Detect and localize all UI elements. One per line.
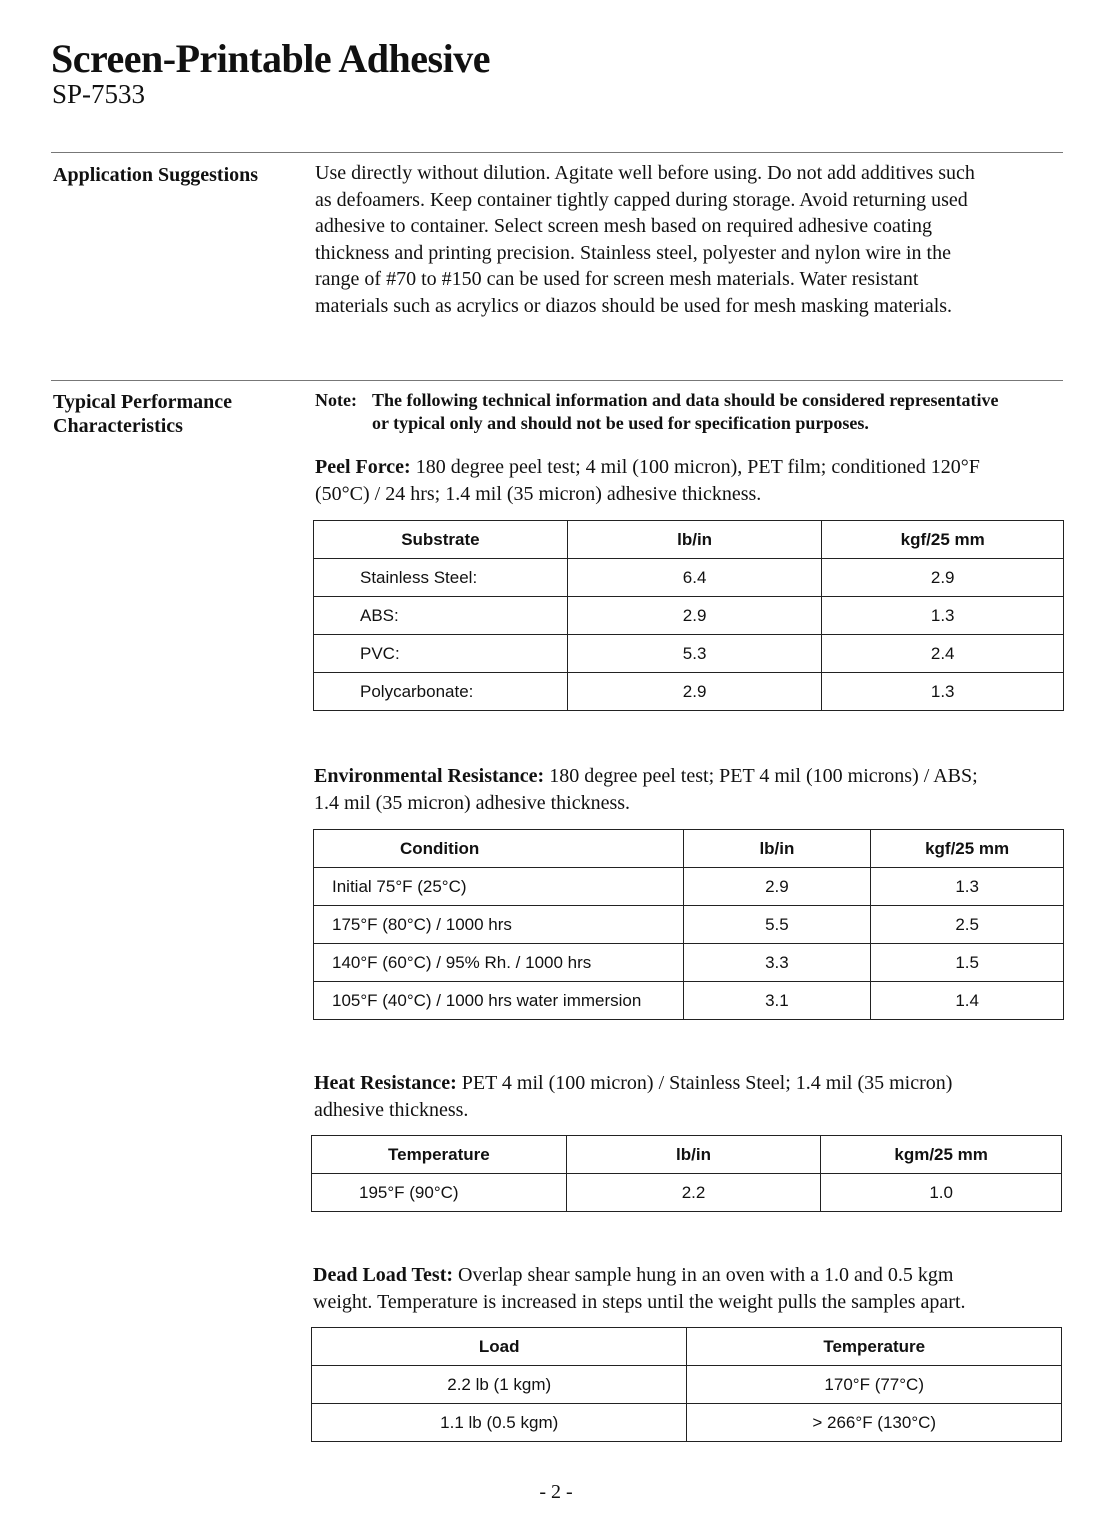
substrate-cell: PVC: [314,635,568,673]
heat-heading: Heat Resistance: [314,1072,457,1094]
column-header: kgm/25 mm [821,1136,1062,1174]
table-row [314,597,1064,635]
note-text [372,389,1072,435]
performance-label-line: Typical Performance [53,391,233,413]
lb-in-cell: 5.3 [567,635,822,673]
application-line: materials such as acrylics or diazos should be used for mesh masking materials. [315,294,953,317]
kgf-cell: 2.9 [822,559,1064,597]
application-line: Use directly without dilution. Agitate well before using. Do not add additives such [315,162,975,184]
kgf-cell: 1.3 [871,868,1064,906]
table-row [314,944,1064,982]
dead-load-heading: Dead Load Test: [313,1264,454,1286]
table-row [314,868,1064,906]
table-row [314,906,1064,944]
kgm-cell: 1.0 [821,1174,1062,1212]
application-line: as defoamers. Keep container tightly capped during storage. Avoid returning used [315,188,968,211]
performance-section-label [53,390,232,438]
peel-force-text: (50°C) / 24 hrs; 1.4 mil (35 micron) adhesive thickness. [315,482,762,505]
environmental-text: 180 degree peel test; PET 4 mil (100 microns) / ABS; [544,765,978,787]
condition-cell: 105°F (40°C) / 1000 hrs water immersion [314,982,684,1020]
column-header: Load [312,1328,687,1366]
table-header-row [312,1328,1062,1366]
section-divider [51,152,1063,153]
lb-in-cell: 3.3 [683,944,871,982]
condition-cell: 175°F (80°C) / 1000 hrs [314,906,684,944]
kgf-cell: 2.5 [871,906,1064,944]
kgf-cell: 2.4 [822,635,1064,673]
table-header-row [312,1136,1062,1174]
heat-text: PET 4 mil (100 micron) / Stainless Steel; 1.4 mil (35 micron) [456,1072,953,1094]
peel-force-text: 180 degree peel test; 4 mil (100 micron), PET film; conditioned 120°F [410,456,980,478]
lb-in-cell: 2.9 [567,597,822,635]
peel-force-heading: Peel Force: [315,456,411,478]
column-header: lb/in [567,521,822,559]
document-title: Screen-Printable Adhesive [51,36,490,81]
condition-cell: Initial 75°F (25°C) [314,868,684,906]
environmental-description [314,763,1074,816]
application-line: adhesive to container. Select screen mesh based on required adhesive coating [315,215,932,237]
substrate-cell: Stainless Steel: [314,559,568,597]
table-row [312,1366,1062,1404]
column-header: kgf/25 mm [871,830,1064,868]
substrate-cell: Polycarbonate: [314,673,568,711]
note-line: or typical only and should not be used for specification purposes. [372,413,869,433]
substrate-cell: ABS: [314,597,568,635]
temperature-cell: 170°F (77°C) [687,1366,1062,1404]
performance-label-line: Characteristics [53,415,183,437]
load-cell: 1.1 lb (0.5 kgm) [312,1404,687,1442]
table-row [314,982,1064,1020]
table-row [314,559,1064,597]
application-section-label: Application Suggestions [53,164,259,186]
dead-load-table [311,1327,1062,1442]
heat-description [314,1070,1074,1123]
lb-in-cell: 2.2 [566,1174,821,1212]
lb-in-cell: 2.9 [567,673,822,711]
lb-in-cell: 6.4 [567,559,822,597]
heat-text: adhesive thickness. [314,1098,469,1121]
product-code: SP-7533 [52,79,146,109]
column-header: Temperature [687,1328,1062,1366]
kgf-cell: 1.3 [822,597,1064,635]
column-header: lb/in [683,830,871,868]
column-header: kgf/25 mm [822,521,1064,559]
column-header: Condition [314,830,684,868]
application-paragraph [315,160,1075,319]
page-number: - 2 - [539,1481,573,1503]
temperature-cell: > 266°F (130°C) [687,1404,1062,1442]
kgf-cell: 1.4 [871,982,1064,1020]
table-row [312,1404,1062,1442]
note-line: The following technical information and data should be considered representative [372,390,999,410]
condition-cell: 140°F (60°C) / 95% Rh. / 1000 hrs [314,944,684,982]
peel-force-description [315,454,1075,507]
dead-load-text: Overlap shear sample hung in an oven with a 1.0 and 0.5 kgm [453,1264,954,1286]
table-header-row [314,830,1064,868]
temperature-cell: 195°F (90°C) [312,1174,567,1212]
lb-in-cell: 5.5 [683,906,871,944]
column-header: Substrate [314,521,568,559]
heat-table [311,1135,1062,1212]
application-line: thickness and printing precision. Stainless steel, polyester and nylon wire in the [315,241,951,264]
note-label: Note: [315,390,357,410]
lb-in-cell: 2.9 [683,868,871,906]
environmental-table [313,829,1064,1020]
peel-force-table [313,520,1064,711]
kgf-cell: 1.3 [822,673,1064,711]
table-row [314,635,1064,673]
lb-in-cell: 3.1 [683,982,871,1020]
kgf-cell: 1.5 [871,944,1064,982]
load-cell: 2.2 lb (1 kgm) [312,1366,687,1404]
environmental-text: 1.4 mil (35 micron) adhesive thickness. [314,791,631,814]
dead-load-description [313,1262,1083,1315]
table-row [314,673,1064,711]
dead-load-text: weight. Temperature is increased in steps until the weight pulls the samples apart. [313,1290,966,1313]
table-header-row [314,521,1064,559]
environmental-heading: Environmental Resistance: [314,765,545,787]
application-line: range of #70 to #150 can be used for screen mesh materials. Water resistant [315,268,919,290]
column-header: lb/in [566,1136,821,1174]
section-divider [51,380,1063,381]
table-row [312,1174,1062,1212]
column-header: Temperature [312,1136,567,1174]
